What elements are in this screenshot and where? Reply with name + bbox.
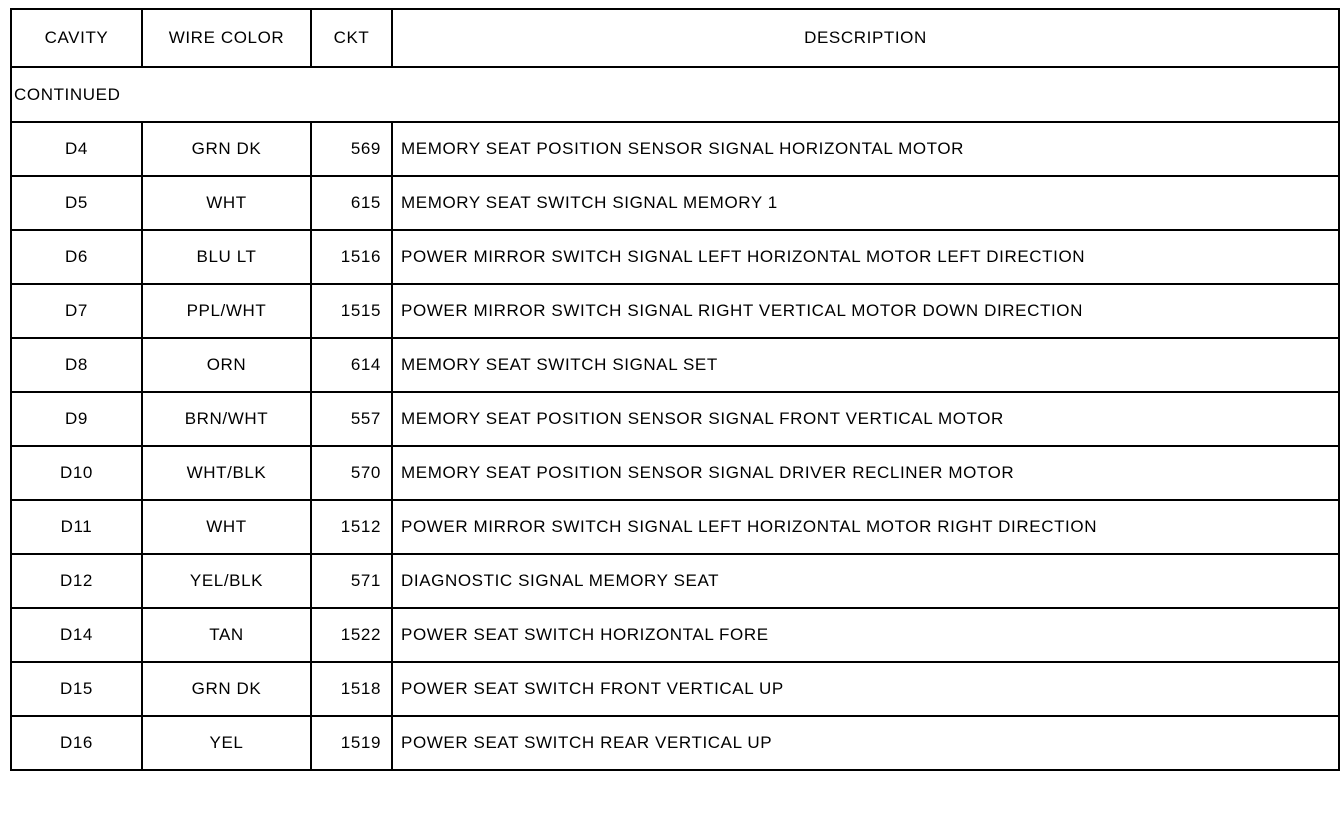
connector-table-sheet bbox=[10, 8, 1338, 818]
table-row bbox=[11, 284, 1339, 338]
description-cell: MEMORY SEAT POSITION SENSOR SIGNAL DRIVER RECLINER MOTOR bbox=[392, 446, 1339, 500]
cavity-cell: D12 bbox=[11, 554, 142, 608]
ckt-cell: 614 bbox=[311, 338, 392, 392]
table-row bbox=[11, 338, 1339, 392]
description-cell: POWER MIRROR SWITCH SIGNAL LEFT HORIZONTAL MOTOR RIGHT DIRECTION bbox=[392, 500, 1339, 554]
cavity-cell: D14 bbox=[11, 608, 142, 662]
table-row bbox=[11, 230, 1339, 284]
wire-color-cell: GRN DK bbox=[142, 122, 311, 176]
description-cell: POWER MIRROR SWITCH SIGNAL LEFT HORIZONTAL MOTOR LEFT DIRECTION bbox=[392, 230, 1339, 284]
wire-color-cell: YEL/BLK bbox=[142, 554, 311, 608]
wire-color-cell: WHT/BLK bbox=[142, 446, 311, 500]
table-row bbox=[11, 716, 1339, 770]
description-cell: MEMORY SEAT SWITCH SIGNAL SET bbox=[392, 338, 1339, 392]
cavity-cell: D5 bbox=[11, 176, 142, 230]
ckt-cell: 570 bbox=[311, 446, 392, 500]
description-cell: DIAGNOSTIC SIGNAL MEMORY SEAT bbox=[392, 554, 1339, 608]
wire-color-cell: TAN bbox=[142, 608, 311, 662]
continued-label: CONTINUED bbox=[11, 67, 1339, 122]
description-cell: POWER SEAT SWITCH HORIZONTAL FORE bbox=[392, 608, 1339, 662]
table-row bbox=[11, 176, 1339, 230]
header-description: DESCRIPTION bbox=[392, 9, 1339, 67]
cavity-cell: D15 bbox=[11, 662, 142, 716]
cavity-cell: D7 bbox=[11, 284, 142, 338]
description-cell: MEMORY SEAT POSITION SENSOR SIGNAL FRONT VERTICAL MOTOR bbox=[392, 392, 1339, 446]
ckt-cell: 615 bbox=[311, 176, 392, 230]
cavity-cell: D16 bbox=[11, 716, 142, 770]
ckt-cell: 569 bbox=[311, 122, 392, 176]
cavity-cell: D10 bbox=[11, 446, 142, 500]
table-row bbox=[11, 500, 1339, 554]
header-ckt: CKT bbox=[311, 9, 392, 67]
ckt-cell: 571 bbox=[311, 554, 392, 608]
description-cell: POWER SEAT SWITCH REAR VERTICAL UP bbox=[392, 716, 1339, 770]
table-row bbox=[11, 662, 1339, 716]
header-wire-color: WIRE COLOR bbox=[142, 9, 311, 67]
ckt-cell: 1518 bbox=[311, 662, 392, 716]
table-row bbox=[11, 392, 1339, 446]
table-row bbox=[11, 446, 1339, 500]
table-header-row bbox=[11, 9, 1339, 67]
table-row bbox=[11, 608, 1339, 662]
table-row bbox=[11, 122, 1339, 176]
cavity-cell: D6 bbox=[11, 230, 142, 284]
wire-color-cell: PPL/WHT bbox=[142, 284, 311, 338]
table-row bbox=[11, 554, 1339, 608]
description-cell: MEMORY SEAT SWITCH SIGNAL MEMORY 1 bbox=[392, 176, 1339, 230]
description-cell: POWER MIRROR SWITCH SIGNAL RIGHT VERTICAL MOTOR DOWN DIRECTION bbox=[392, 284, 1339, 338]
wire-color-cell: WHT bbox=[142, 500, 311, 554]
cavity-cell: D8 bbox=[11, 338, 142, 392]
ckt-cell: 1516 bbox=[311, 230, 392, 284]
continued-row bbox=[11, 67, 1339, 122]
cavity-cell: D9 bbox=[11, 392, 142, 446]
wire-color-cell: YEL bbox=[142, 716, 311, 770]
cavity-cell: D4 bbox=[11, 122, 142, 176]
wire-color-cell: ORN bbox=[142, 338, 311, 392]
table-body bbox=[11, 67, 1339, 770]
ckt-cell: 557 bbox=[311, 392, 392, 446]
wire-color-cell: WHT bbox=[142, 176, 311, 230]
ckt-cell: 1512 bbox=[311, 500, 392, 554]
wire-color-cell: GRN DK bbox=[142, 662, 311, 716]
connector-pinout-table bbox=[10, 8, 1340, 771]
ckt-cell: 1515 bbox=[311, 284, 392, 338]
description-cell: POWER SEAT SWITCH FRONT VERTICAL UP bbox=[392, 662, 1339, 716]
wire-color-cell: BLU LT bbox=[142, 230, 311, 284]
header-cavity: CAVITY bbox=[11, 9, 142, 67]
wire-color-cell: BRN/WHT bbox=[142, 392, 311, 446]
ckt-cell: 1522 bbox=[311, 608, 392, 662]
cavity-cell: D11 bbox=[11, 500, 142, 554]
ckt-cell: 1519 bbox=[311, 716, 392, 770]
description-cell: MEMORY SEAT POSITION SENSOR SIGNAL HORIZONTAL MOTOR bbox=[392, 122, 1339, 176]
